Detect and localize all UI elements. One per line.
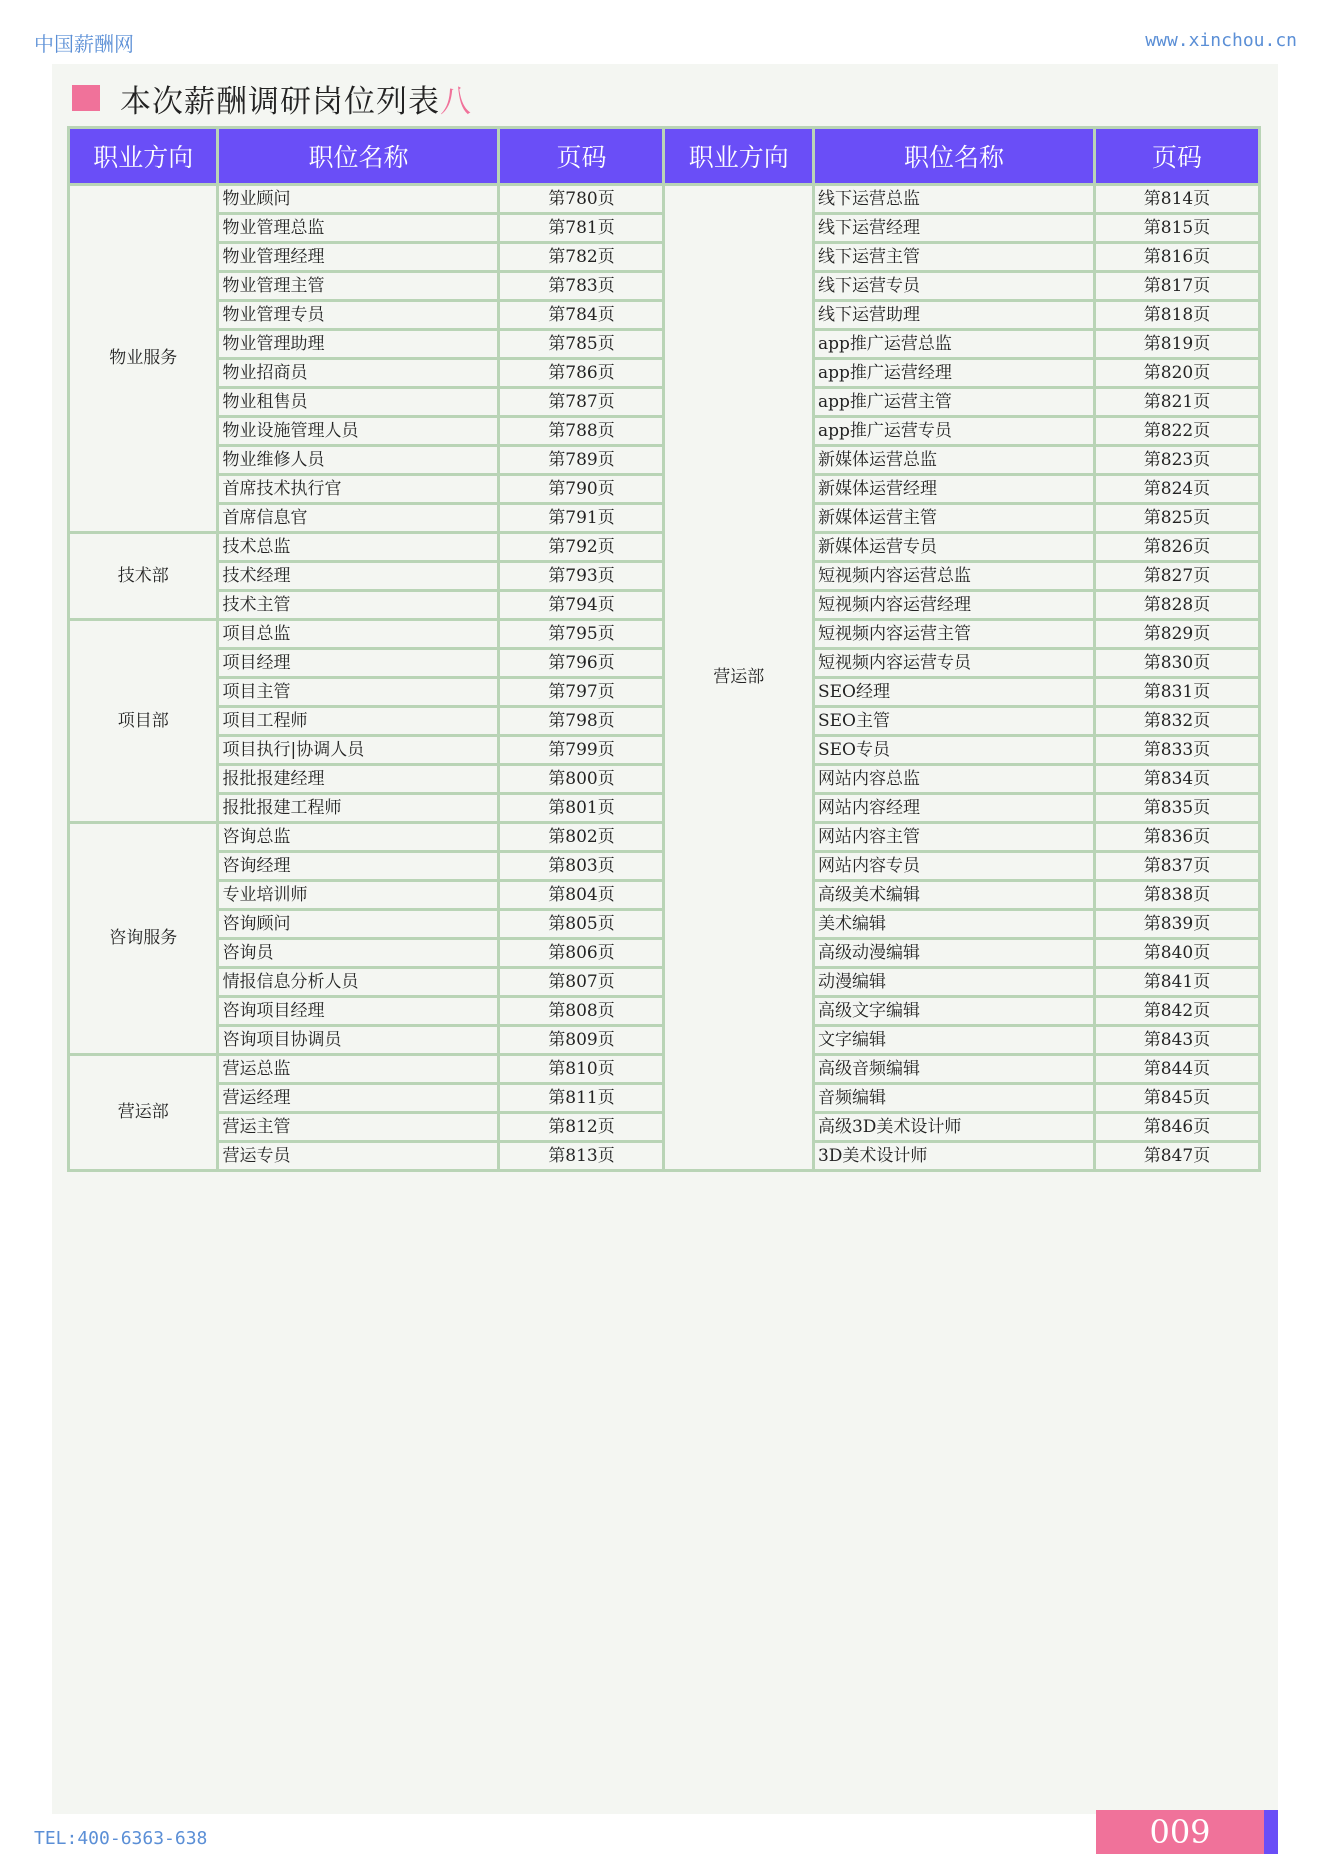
page-ref-cell: 第836页 [1094,823,1259,852]
page-ref-cell: 第844页 [1094,1055,1259,1084]
job-name-cell: 高级音频编辑 [813,1055,1094,1084]
job-name-cell: 咨询顾问 [218,910,499,939]
job-name-cell: 短视频内容运营经理 [813,591,1094,620]
page-ref-cell: 第803页 [499,852,664,881]
table-header-row [69,128,1260,185]
job-name-cell: 项目工程师 [218,707,499,736]
page-ref-cell: 第799页 [499,736,664,765]
job-name-cell: 线下运营总监 [813,185,1094,214]
job-name-cell: 物业管理助理 [218,330,499,359]
job-name-cell: 项目经理 [218,649,499,678]
job-name-cell: 线下运营经理 [813,214,1094,243]
page-ref-cell: 第834页 [1094,765,1259,794]
website-url[interactable]: www.xinchou.cn [1145,30,1297,51]
page-ref-cell: 第820页 [1094,359,1259,388]
job-name-cell: 首席信息官 [218,504,499,533]
job-name-cell: 情报信息分析人员 [218,968,499,997]
page-ref-cell: 第787页 [499,388,664,417]
job-name-cell: 物业管理主管 [218,272,499,301]
page-ref-cell: 第798页 [499,707,664,736]
job-name-cell: 技术主管 [218,591,499,620]
page-ref-cell: 第817页 [1094,272,1259,301]
page-ref-cell: 第795页 [499,620,664,649]
page-title [120,76,472,121]
page-ref-cell: 第818页 [1094,301,1259,330]
category-cell: 技术部 [69,533,218,620]
page-ref-cell: 第814页 [1094,185,1259,214]
page-ref-cell: 第821页 [1094,388,1259,417]
job-name-cell: 美术编辑 [813,910,1094,939]
page-ref-cell: 第805页 [499,910,664,939]
page-ref-cell: 第793页 [499,562,664,591]
page-ref-cell: 第810页 [499,1055,664,1084]
job-name-cell: 短视频内容运营主管 [813,620,1094,649]
job-name-cell: 新媒体运营主管 [813,504,1094,533]
page-ref-cell: 第825页 [1094,504,1259,533]
page-ref-cell: 第819页 [1094,330,1259,359]
page-ref-cell: 第783页 [499,272,664,301]
job-name-cell: 营运经理 [218,1084,499,1113]
job-name-cell: 线下运营助理 [813,301,1094,330]
job-name-cell: 营运总监 [218,1055,499,1084]
page-ref-cell: 第804页 [499,881,664,910]
page-ref-cell: 第823页 [1094,446,1259,475]
footer-phone: TEL:400-6363-638 [34,1828,208,1849]
page-ref-cell: 第826页 [1094,533,1259,562]
job-name-cell: 项目总监 [218,620,499,649]
page-ref-cell: 第832页 [1094,707,1259,736]
job-name-cell: SEO专员 [813,736,1094,765]
page-ref-cell: 第838页 [1094,881,1259,910]
page-ref-cell: 第806页 [499,939,664,968]
job-name-cell: 高级3D美术设计师 [813,1113,1094,1142]
job-list-table [67,126,1261,1172]
job-name-cell: 技术总监 [218,533,499,562]
page-ref-cell: 第797页 [499,678,664,707]
page-ref-cell: 第847页 [1094,1142,1259,1171]
col-header-category-left: 职业方向 [69,128,218,185]
job-name-cell: 项目执行|协调人员 [218,736,499,765]
page-ref-cell: 第807页 [499,968,664,997]
job-name-cell: app推广运营专员 [813,417,1094,446]
job-name-cell: 动漫编辑 [813,968,1094,997]
page-ref-cell: 第785页 [499,330,664,359]
page-ref-cell: 第792页 [499,533,664,562]
page-ref-cell: 第845页 [1094,1084,1259,1113]
title-main: 本次薪酬调研岗位列表 [120,83,440,120]
category-cell: 营运部 [69,1055,218,1171]
job-name-cell: 高级美术编辑 [813,881,1094,910]
page-ref-cell: 第789页 [499,446,664,475]
page-ref-cell: 第800页 [499,765,664,794]
job-name-cell: 物业管理总监 [218,214,499,243]
page-ref-cell: 第813页 [499,1142,664,1171]
col-header-name-right: 职位名称 [813,128,1094,185]
job-name-cell: 物业维修人员 [218,446,499,475]
job-name-cell: 网站内容主管 [813,823,1094,852]
page-ref-cell: 第809页 [499,1026,664,1055]
page-ref-cell: 第830页 [1094,649,1259,678]
job-name-cell: 文字编辑 [813,1026,1094,1055]
page-number: 009 [1096,1810,1264,1854]
brand-name[interactable]: 中国薪酬网 [34,32,134,56]
job-name-cell: 短视频内容运营专员 [813,649,1094,678]
job-name-cell: 线下运营主管 [813,243,1094,272]
job-name-cell: 咨询经理 [218,852,499,881]
page-number-edge [1264,1810,1278,1854]
page-ref-cell: 第827页 [1094,562,1259,591]
page-ref-cell: 第822页 [1094,417,1259,446]
table-body [69,185,1260,1171]
page-ref-cell: 第784页 [499,301,664,330]
page-ref-cell: 第831页 [1094,678,1259,707]
page-ref-cell: 第811页 [499,1084,664,1113]
job-name-cell: 营运专员 [218,1142,499,1171]
job-name-cell: 技术经理 [218,562,499,591]
job-name-cell: 新媒体运营专员 [813,533,1094,562]
page-ref-cell: 第815页 [1094,214,1259,243]
job-name-cell: 咨询员 [218,939,499,968]
page-ref-cell: 第843页 [1094,1026,1259,1055]
job-name-cell: 网站内容经理 [813,794,1094,823]
page-ref-cell: 第841页 [1094,968,1259,997]
page-ref-cell: 第812页 [499,1113,664,1142]
col-header-page-left: 页码 [499,128,664,185]
col-header-page-right: 页码 [1094,128,1259,185]
page-ref-cell: 第790页 [499,475,664,504]
job-name-cell: app推广运营主管 [813,388,1094,417]
job-name-cell: app推广运营经理 [813,359,1094,388]
job-name-cell: 物业设施管理人员 [218,417,499,446]
job-name-cell: 咨询项目协调员 [218,1026,499,1055]
title-marker-icon [72,85,100,111]
page-ref-cell: 第824页 [1094,475,1259,504]
page-ref-cell: 第833页 [1094,736,1259,765]
page-ref-cell: 第802页 [499,823,664,852]
title-accent: 八 [440,83,472,120]
job-name-cell: app推广运营总监 [813,330,1094,359]
job-name-cell: 项目主管 [218,678,499,707]
page-ref-cell: 第808页 [499,997,664,1026]
page-ref-cell: 第796页 [499,649,664,678]
category-cell: 物业服务 [69,185,218,533]
page-ref-cell: 第839页 [1094,910,1259,939]
job-name-cell: 报批报建工程师 [218,794,499,823]
page-header [0,0,1323,62]
page-ref-cell: 第794页 [499,591,664,620]
page-ref-cell: 第782页 [499,243,664,272]
table-row [69,185,1260,214]
job-name-cell: 物业顾问 [218,185,499,214]
page-ref-cell: 第835页 [1094,794,1259,823]
page-ref-cell: 第786页 [499,359,664,388]
job-name-cell: 物业管理专员 [218,301,499,330]
job-name-cell: 咨询项目经理 [218,997,499,1026]
job-name-cell: 新媒体运营经理 [813,475,1094,504]
page-ref-cell: 第846页 [1094,1113,1259,1142]
page-ref-cell: 第816页 [1094,243,1259,272]
page-ref-cell: 第828页 [1094,591,1259,620]
page-ref-cell: 第780页 [499,185,664,214]
job-name-cell: SEO主管 [813,707,1094,736]
page-ref-cell: 第840页 [1094,939,1259,968]
job-name-cell: 高级动漫编辑 [813,939,1094,968]
job-name-cell: 首席技术执行官 [218,475,499,504]
page-ref-cell: 第791页 [499,504,664,533]
col-header-category-right: 职业方向 [664,128,813,185]
job-name-cell: 线下运营专员 [813,272,1094,301]
job-name-cell: 咨询总监 [218,823,499,852]
job-name-cell: 报批报建经理 [218,765,499,794]
page-ref-cell: 第842页 [1094,997,1259,1026]
category-cell: 营运部 [664,185,813,1171]
page-ref-cell: 第837页 [1094,852,1259,881]
job-name-cell: 新媒体运营总监 [813,446,1094,475]
page-ref-cell: 第829页 [1094,620,1259,649]
job-name-cell: 短视频内容运营总监 [813,562,1094,591]
category-cell: 项目部 [69,620,218,823]
job-name-cell: 网站内容专员 [813,852,1094,881]
job-name-cell: 物业租售员 [218,388,499,417]
job-name-cell: 物业招商员 [218,359,499,388]
page-ref-cell: 第801页 [499,794,664,823]
job-name-cell: 营运主管 [218,1113,499,1142]
section-title [72,78,472,118]
page-ref-cell: 第788页 [499,417,664,446]
category-cell: 咨询服务 [69,823,218,1055]
job-name-cell: 物业管理经理 [218,243,499,272]
job-name-cell: SEO经理 [813,678,1094,707]
job-name-cell: 音频编辑 [813,1084,1094,1113]
page-ref-cell: 第781页 [499,214,664,243]
col-header-name-left: 职位名称 [218,128,499,185]
job-name-cell: 网站内容总监 [813,765,1094,794]
job-name-cell: 3D美术设计师 [813,1142,1094,1171]
job-name-cell: 专业培训师 [218,881,499,910]
job-name-cell: 高级文字编辑 [813,997,1094,1026]
